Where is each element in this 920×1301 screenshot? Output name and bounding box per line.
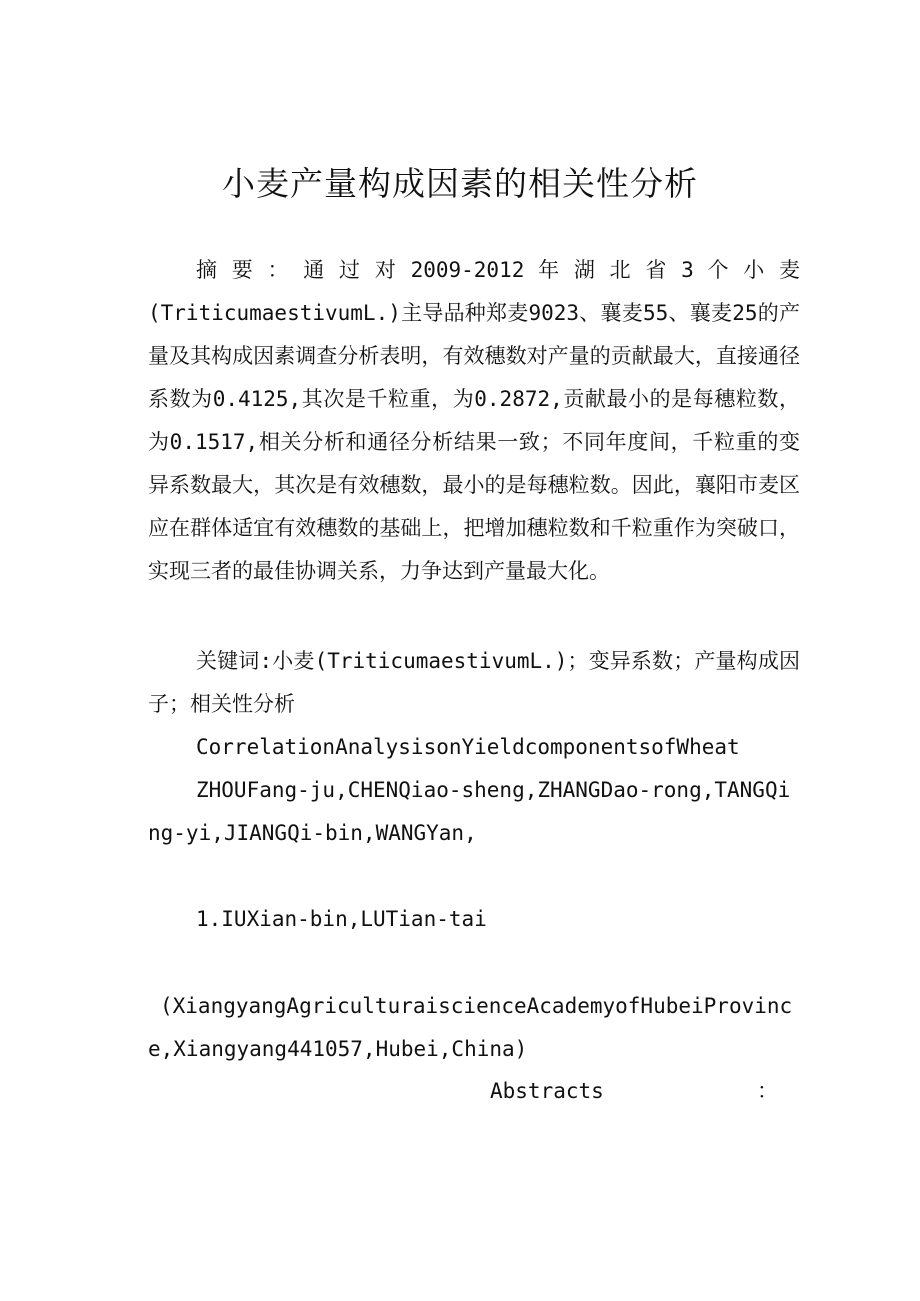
affiliation-address: (XiangyangAgriculturaiscienceAcademyofHubeiProvince,Xiangyang441057,Hubei,China) (148, 994, 793, 1061)
abstracts-colon: ： (757, 1079, 778, 1103)
affiliation-authors: 1.IUXian-bin,LUTian-tai (196, 907, 487, 931)
abstracts-label: Abstracts (490, 1079, 604, 1103)
page-title: 小麦产量构成因素的相关性分析 (222, 164, 698, 203)
abstract-paragraph: 摘 要 ： 通 过 对 2009-2012 年 湖 北 省 3 个 小 麦 (TriticumaestivumL.)主导品种郑麦9023、襄麦55、襄麦25的产量及其构成因素调查分析表明，有效穗数对产量的贡献最大，直接通径系数为0.4125,其次是千粒重，为0.2872,贡献最小的是每穗粒数，为0.1517,相关分析和通径分析结果一致；不同年度间，千粒重的变异系数最大，其次是有效穗数，最小的是每穗粒数。因此，襄阳市麦区应在群体适宜有效穗数的基础上，把增加穗粒数和千粒重作为突破口，实现三者的最佳协调关系，力争达到产量最大化。 (148, 258, 800, 583)
english-title: CorrelationAnalysisonYieldcomponentsofWheat (196, 735, 740, 759)
author-list: ZHOUFang-ju,CHENQiao-sheng,ZHANGDao-rong,TANGQing-yi,JIANGQi-bin,WANGYan, (148, 778, 791, 845)
keywords-paragraph: 关键词:小麦(TriticumaestivumL.)；变异系数；产量构成因子；相关性分析 (148, 649, 800, 716)
